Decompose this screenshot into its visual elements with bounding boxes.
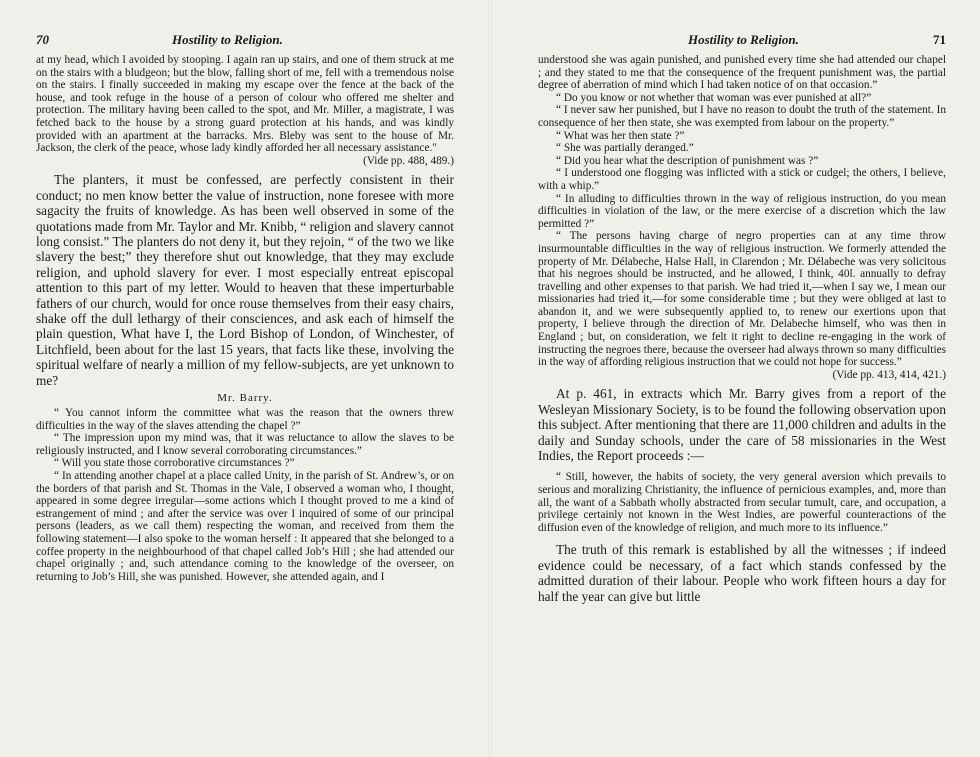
right-question-4: “ In alluding to difficulties thrown in the way of religious instruction, do you mean difficulties in violation of the law, or the mere exercise of a discretion which the law permitted ?”	[538, 192, 946, 230]
left-running-head: Hostility to Religion.	[172, 32, 283, 47]
right-page-header	[538, 30, 946, 54]
right-reference: (Vide pp. 413, 414, 421.)	[832, 368, 946, 381]
right-answer-3: “ I understood one flogging was inflicted with a stick or cudgel; the others, I believe, with a whip.”	[538, 167, 946, 192]
left-page-number: 70	[36, 32, 49, 47]
right-page-number: 71	[933, 32, 946, 47]
right-paragraph-2: At p. 461, in extracts which Mr. Barry gives from a report of the Wesleyan Missionary Society, is to be found the following observation upon this subject. After mentioning that there are 11,000 children and adults in the daily and Sunday schools, under the care of 58 missionaries in the West Indies, the Report proceeds :—	[538, 386, 946, 464]
left-question-1: “ You cannot inform the committee what was the reason that the owners threw difficulties in the way of the slaves attending the chapel ?”	[36, 407, 454, 432]
right-paragraph-1: understood she was again punished, and punished every time she had attended our chapel ; and they stated to me that the consequence of the frequent punishment was, the partial degree of aberration of mind which I had taken notice of on that occasion.”	[538, 54, 946, 92]
left-reference: (Vide pp. 488, 489.)	[363, 154, 454, 167]
right-answer-2: “ She was partially deranged.”	[556, 142, 694, 155]
right-question-2: “ What was her then state ?”	[556, 129, 685, 142]
left-question-2: “ Will you state those corroborative circumstances ?”	[54, 457, 295, 470]
right-page	[490, 0, 980, 757]
right-question-1: “ Do you know or not whether that woman was ever punished at all?”	[556, 91, 872, 104]
right-paragraph-3: The truth of this remark is established by all the witnesses ; if indeed evidence could be necessary, of a fact which stands confessed by the admitted duration of their labour. People who work fifteen hours a day for half the year can give but little	[538, 542, 946, 604]
right-answer-1: “ I never saw her punished, but I have no reason to doubt the truth of the statement. In consequence of her then state, she was exempted from labour on the property.”	[538, 104, 946, 129]
spacer	[538, 534, 946, 542]
speaker-heading: Mr. Barry.	[217, 392, 273, 405]
left-page-header	[36, 30, 454, 54]
left-answer-2: “ In attending another chapel at a place called Unity, in the parish of St. Andrew’s, or on the borders of that parish and St. Thomas in the Vale, I observed a woman who, I thought, appeared in some degree irregular—some actions which I thought proved to me a kind of estrangement of mind ; and after the service was over I inquired of some of our principal persons (leaders, as we call them) respecting the woman, and received from them the following statement—I also spoke to the woman herself : It appeared that she belonged to a coffee property in the neighbourhood of that chapel called Job’s Hill ; she had attended our chapel originally ; and, such attendance coming to the knowledge of the overseer, on returning to Job’s Hill, she was punished. However, she attended again, and I	[36, 470, 454, 583]
left-answer-1: “ The impression upon my mind was, that it was reluctance to allow the slaves to be religiously instructed, and I know several corroborating circumstances.”	[36, 432, 454, 457]
right-running-head: Hostility to Religion.	[688, 32, 799, 47]
spacer	[538, 463, 946, 471]
left-paragraph-1: at my head, which I avoided by stooping. I again ran up stairs, and one of them struck at me on the stairs with a bludgeon; but the blow, falling short of me, fell with a tremendous noise on the stairs. I finally succeeded in making my escape over the fence at the back of the house, and took refuge in the house of a person of colour who offered me shelter and protection. The military having been called to the spot, and Mr. Miller, a magistrate, I was fetched back to the house by a strong guard protection at his hands, and was kindly provided with an apartment at the barracks. Mrs. Bleby was sent to the house of Mr. Jackson, the clerk of the peace, whose lady kindly afforded her all necessary assistance."	[36, 54, 454, 155]
right-quote: “ Still, however, the habits of society, the very general aversion which prevails to serious and moralizing Christianity, the influence of pernicious examples, and, more than all, the want of a Sabbath wholly abstracted from secular tumult, care, and occupation, a privilege certainly not known in the West Indies, are powerful counteractions of the diffusion even of the knowledge of religion, and much more to its influence.”	[538, 471, 946, 534]
right-question-3: “ Did you hear what the description of punishment was ?”	[556, 154, 819, 167]
left-paragraph-2: The planters, it must be confessed, are perfectly consistent in their conduct; no men know better the value of instruction, none foresee with more sagacity the fruits of knowledge. As has been well observed in some of the quotations made from Mr. Taylor and Mr. Knibb, “ religion and slavery cannot long consist.” The planters do not deny it, but they rejoin, “ of the two we like slavery the best;” they therefore shut out knowledge, that they may exclude religion, and uphold slavery for ever. I most especially entreat episcopal attention to this part of my letter. Would to heaven that these imperturbable fathers of our church, would for once rouse themselves from their easy chairs, shake off the dull lethargy of their consciences, and ask each of himself the plain question, What have I, the Lord Bishop of London, of Winchester, of Litchfield, been about for the last 15 years, that facts like these, involving the spiritual welfare of nearly a million of my fellow-subjects, are yet unknown to me?	[36, 172, 454, 388]
right-answer-4: “ The persons having charge of negro properties can at any time throw insurmountable difficulties in the way of religious instruction. We formerly attended the property of Mr. Délabeche, Halse Hall, in Clarendon ; Mr. Délabeche was very solicitous that his negroes should be instructed, and he allowed, I think, 40l. annually to defray travelling and other expenses to that parish. We had tried it,—when I say we, I mean our missionaries had tried it,—for some considerable time ; but they were obliged at last to abandon it, and we were subsequently applied to, to renew our exertions upon that property, I believe through the direction of Mr. Delabeche himself, who was then in England ; but, on consideration, we felt it right to decline re-engaging in the work of instructing the negroes there, because the overseer had always thrown so many difficulties in the way of affording religious instruction that we could not hope for success.”	[538, 230, 946, 369]
